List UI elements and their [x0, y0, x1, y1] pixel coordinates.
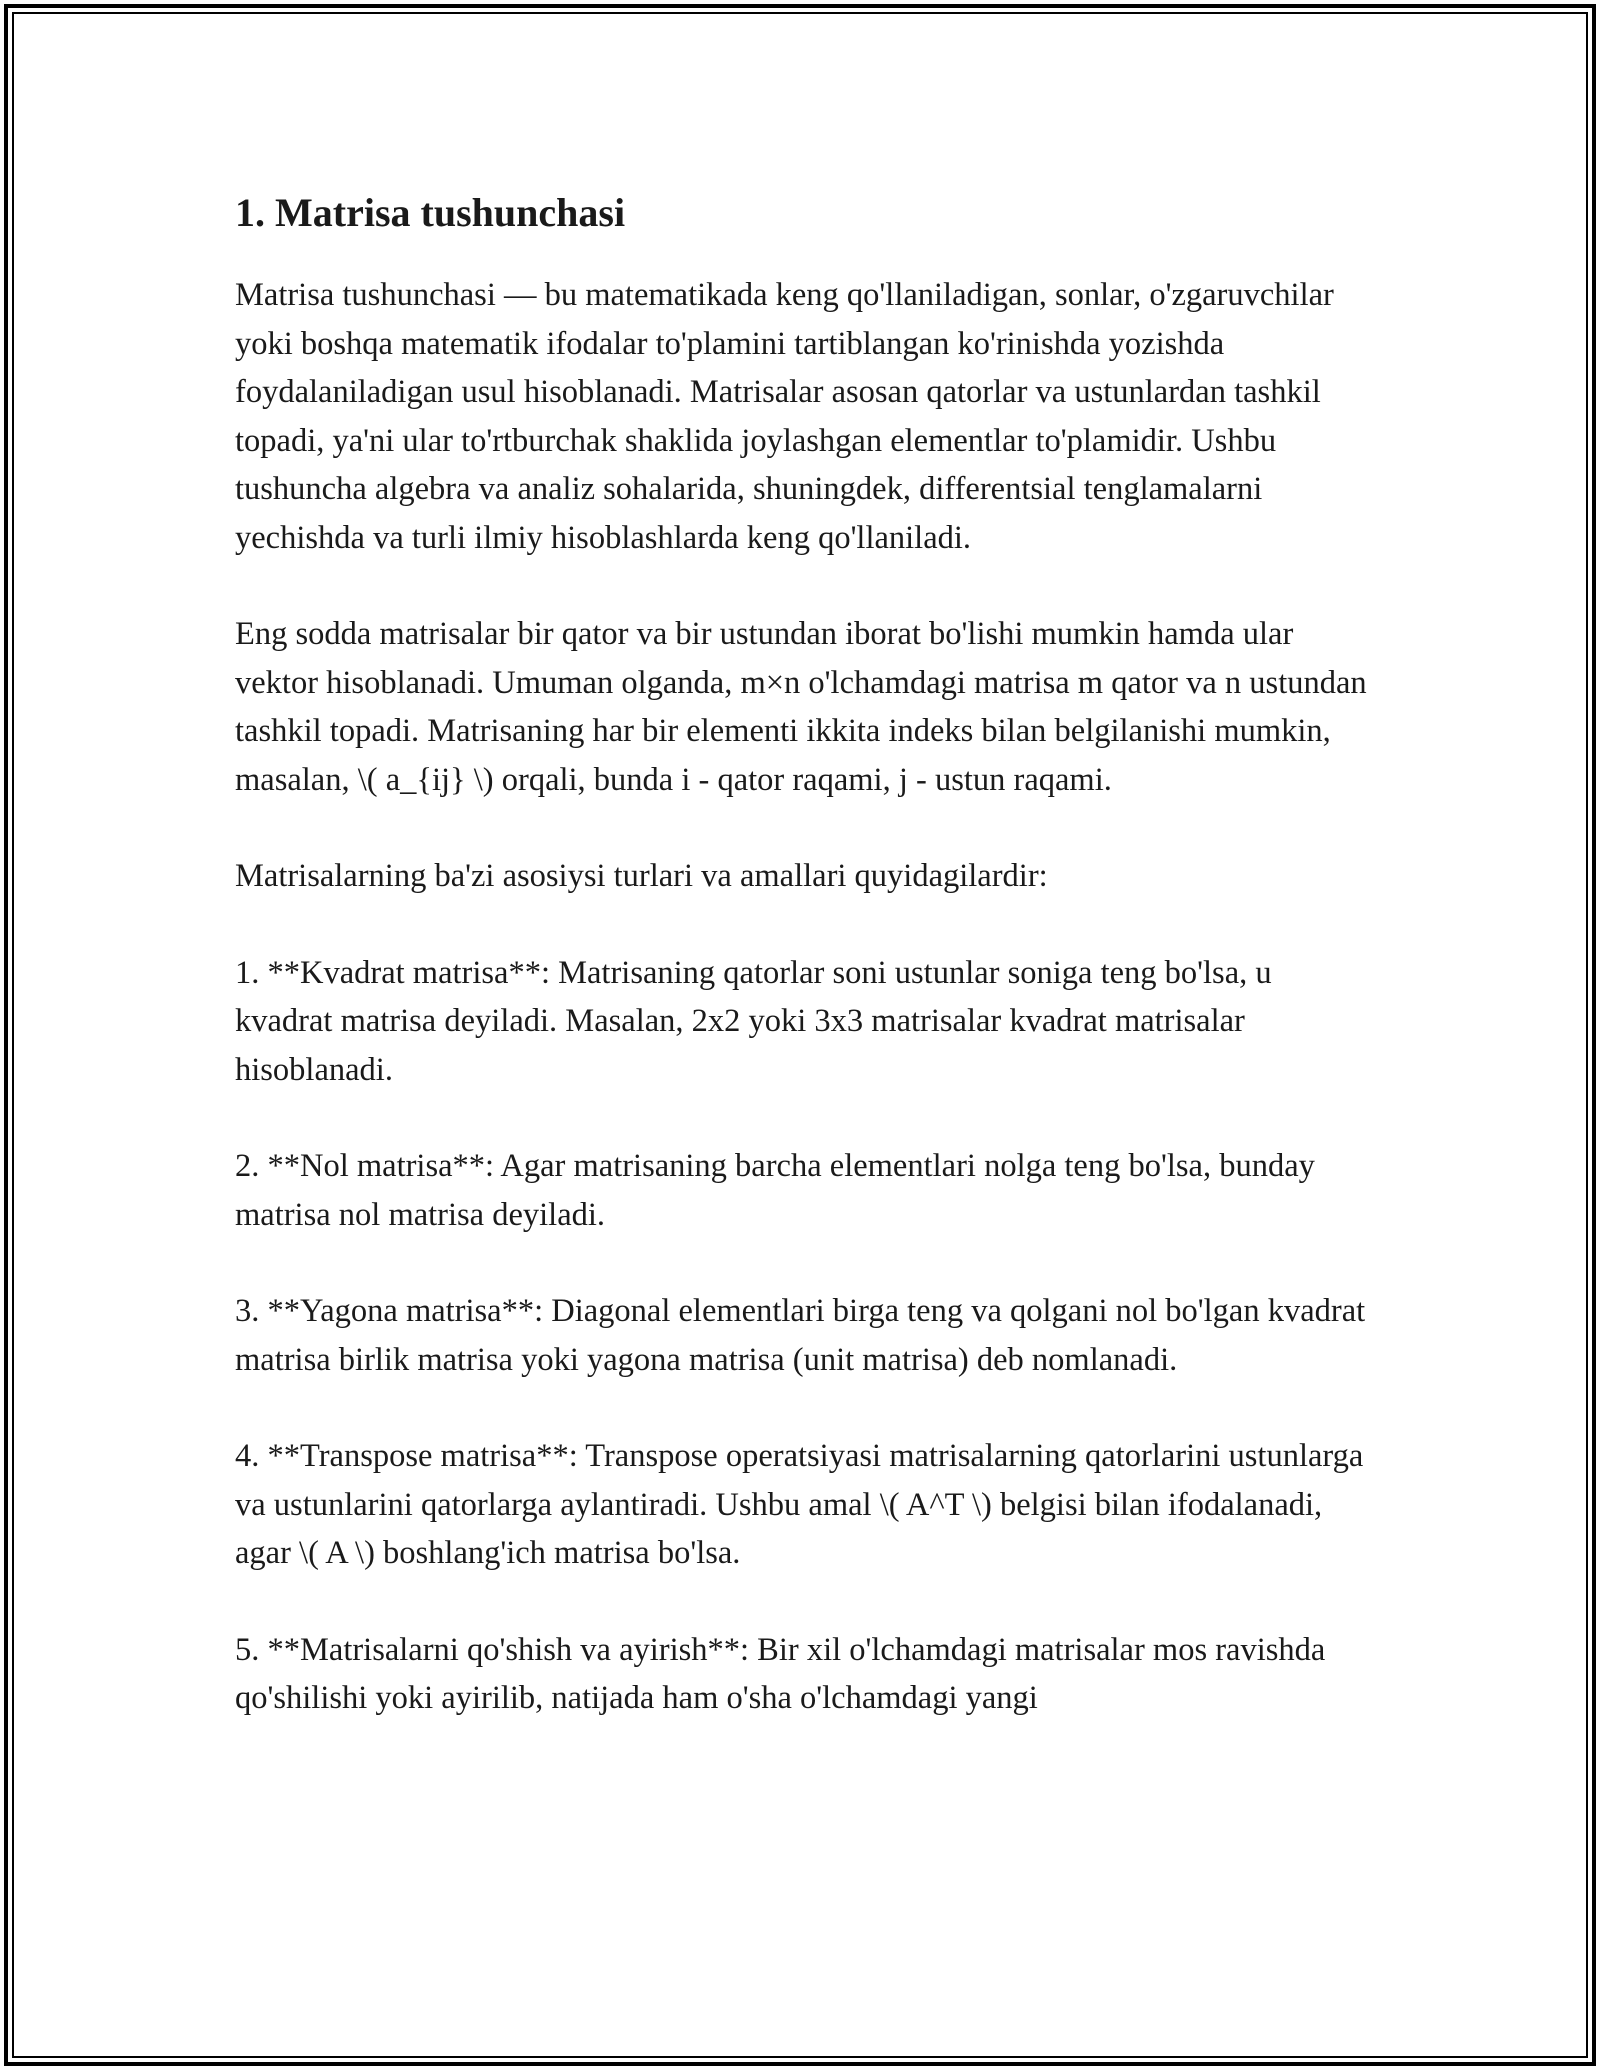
- paragraph-vectors: Eng sodda matrisalar bir qator va bir ustundan iborat bo'lishi mumkin hamda ular vektor hisoblanadi. Umuman olganda, m×n o'lchamdagi matrisa m qator va n ustundan tashkil topadi. Matrisaning har bir elementi ikkita indeks bilan belgilanishi mumkin, masalan, \( a_{ij} \) orqali, bunda i - qator raqami, j - ustun raqami.: [235, 616, 1367, 798]
- paragraph-types-intro: Matrisalarning ba'zi asosiysi turlari va amallari quyidagilardir:: [235, 858, 1048, 894]
- page-title: 1. Matrisa tushunchasi: [235, 190, 626, 235]
- list-item-transpose-matrix: 4. **Transpose matrisa**: Transpose operatsiyasi matrisalarning qatorlarini ustunlarga va ustunlarini qatorlarga aylantiradi. Ushbu amal \( A^T \) belgisi bilan ifodalanadi, agar \( A \) boshlang'ich matrisa bo'lsa.: [235, 1438, 1364, 1571]
- paragraph-definition: Matrisa tushunchasi — bu matematikada keng qo'llaniladigan, sonlar, o'zgaruvchilar yoki boshqa matematik ifodalar to'plamini tartiblangan ko'rinishda yozishda foydalaniladigan usul hisoblanadi. Matrisalar asosan qatorlar va ustunlardan tashkil topadi, ya'ni ular to'rtburchak shaklida joylashgan elementlar to'plamidir. Ushbu tushuncha algebra va analiz sohalarida, shuningdek, differentsial tenglamalarni yechishda va turli ilmiy hisoblashlarda keng qo'llaniladi.: [235, 277, 1334, 556]
- document-page: [235, 185, 1375, 1771]
- list-item-square-matrix: 1. **Kvadrat matrisa**: Matrisaning qatorlar soni ustunlar soniga teng bo'lsa, u kvadrat matrisa deyiladi. Masalan, 2x2 yoki 3x3 matrisalar kvadrat matrisalar hisoblanadi.: [235, 954, 1272, 1088]
- list-item-identity-matrix: 3. **Yagona matrisa**: Diagonal elementlari birga teng va qolgani nol bo'lgan kvadrat matrisa birlik matrisa yoki yagona matrisa (unit matrisa) deb nomlanadi.: [235, 1293, 1366, 1378]
- list-item-matrix-addition: 5. **Matrisalarni qo'shish va ayirish**: Bir xil o'lchamdagi matrisalar mos ravishda qo'shilishi yoki ayirilib, natijada ham o'sha o'lchamdagi yangi: [235, 1631, 1326, 1716]
- list-item-zero-matrix: 2. **Nol matrisa**: Agar matrisaning barcha elementlari nolga teng bo'lsa, bunday matrisa nol matrisa deyiladi.: [235, 1148, 1315, 1233]
